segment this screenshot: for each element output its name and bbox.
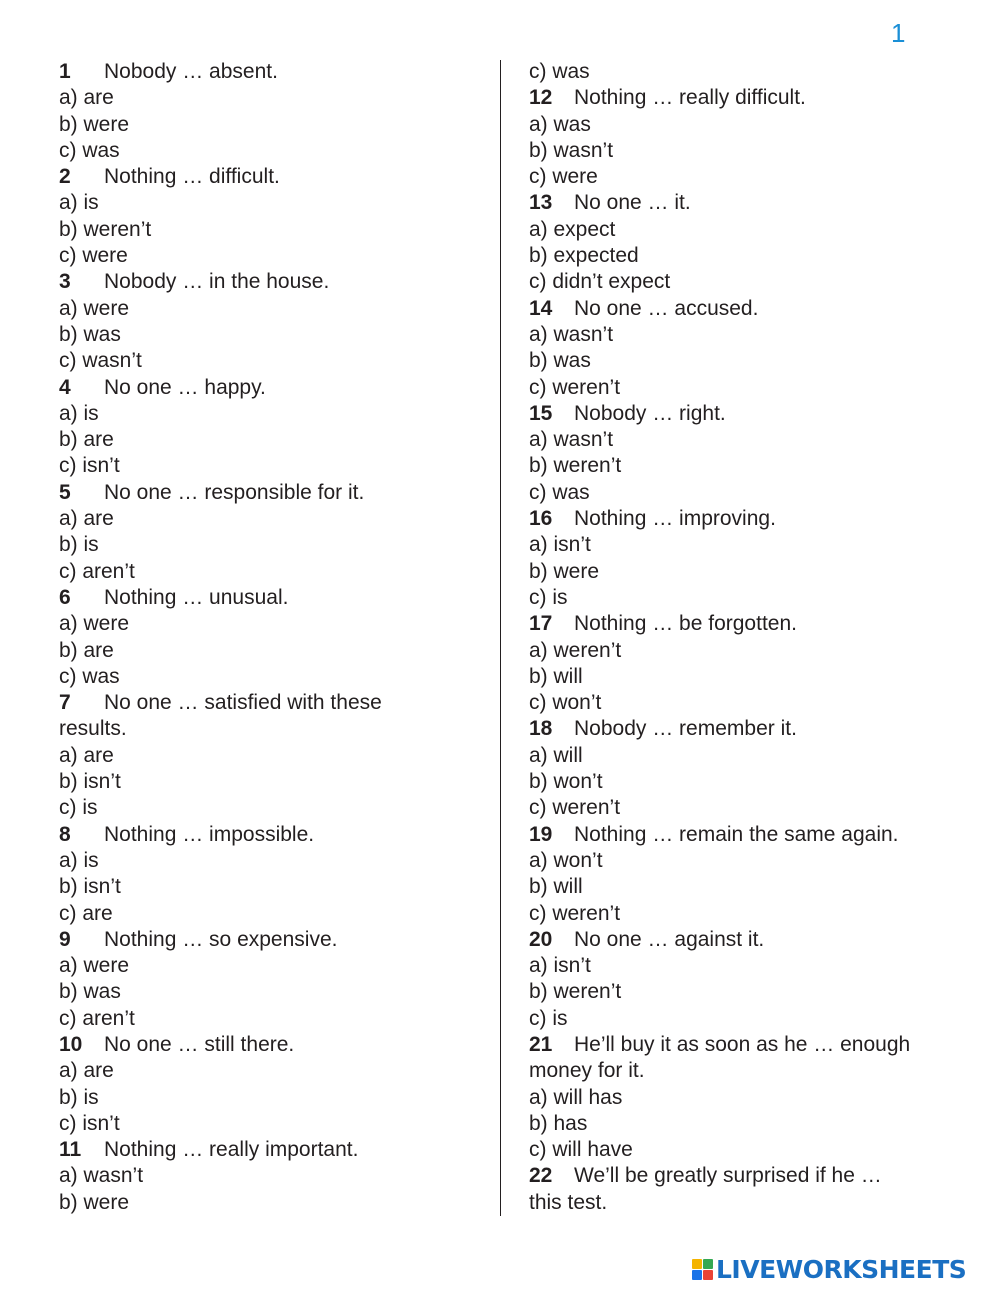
- question-text: Nothing … really difficult.: [574, 86, 806, 110]
- question-number: 20: [529, 927, 553, 951]
- answer-option: c) won’t: [529, 691, 602, 715]
- answer-option: c) weren’t: [529, 901, 621, 925]
- answer-option: a) won’t: [529, 848, 603, 872]
- answer-option: b) isn’t: [59, 875, 121, 899]
- answer-option: c) was: [59, 664, 120, 688]
- question-line: [59, 480, 479, 506]
- answer-option: a) is: [59, 191, 99, 215]
- answer-option: a) will has: [529, 1085, 623, 1109]
- question-text: We’ll be greatly surprised if he …: [574, 1164, 882, 1188]
- answer-option: results.: [59, 717, 127, 741]
- question-number: 6: [59, 585, 71, 609]
- answer-option: b) weren’t: [529, 454, 622, 478]
- question-text: Nothing … improving.: [574, 507, 776, 531]
- question-text: No one … accused.: [574, 296, 759, 320]
- question-line: [529, 296, 959, 322]
- answer-option: b) was: [59, 980, 121, 1004]
- answer-option: b) were: [59, 112, 130, 136]
- answer-option: c) is: [59, 796, 98, 820]
- answer-option: a) are: [59, 743, 114, 767]
- question-line: [59, 269, 479, 295]
- question-text: Nothing … difficult.: [104, 165, 280, 189]
- answer-option: a) was: [529, 112, 591, 136]
- question-text: No one … against it.: [574, 927, 765, 951]
- question-line: [59, 164, 479, 190]
- question-text: Nobody … absent.: [104, 60, 278, 83]
- answer-option: b) are: [59, 428, 114, 452]
- question-text: No one … responsible for it.: [104, 480, 365, 504]
- question-text: No one … it.: [574, 191, 691, 215]
- answer-option: b) has: [529, 1111, 588, 1135]
- question-line: [529, 401, 959, 427]
- answer-option: a) wasn’t: [529, 322, 614, 346]
- answer-option: c) were: [529, 165, 598, 189]
- answer-option: c) was: [59, 138, 120, 162]
- answer-option: a) is: [59, 848, 99, 872]
- question-line: [529, 716, 959, 742]
- question-number: 15: [529, 401, 553, 425]
- answer-option: b) wasn’t: [529, 138, 614, 162]
- answer-option: b) will: [529, 875, 583, 899]
- question-number: 22: [529, 1164, 553, 1188]
- question-number: 4: [59, 375, 71, 399]
- question-text: Nothing … so expensive.: [104, 927, 338, 951]
- answer-option: b) will: [529, 664, 583, 688]
- question-text: Nothing … be forgotten.: [574, 612, 797, 636]
- question-number: 9: [59, 927, 71, 951]
- question-number: 19: [529, 822, 553, 846]
- question-line: [59, 1137, 479, 1163]
- answer-option: b) is: [59, 1085, 99, 1109]
- answer-option: c) isn’t: [59, 454, 120, 478]
- question-line: [529, 506, 959, 532]
- answer-option: a) weren’t: [529, 638, 622, 662]
- question-number: 12: [529, 86, 553, 110]
- question-line: [59, 585, 479, 611]
- question-line: [529, 85, 959, 111]
- answer-option: c) will have: [529, 1138, 633, 1162]
- answer-option: b) weren’t: [59, 217, 152, 241]
- question-number: 14: [529, 296, 553, 320]
- answer-option: a) isn’t: [529, 533, 591, 557]
- question-number: 1: [59, 60, 71, 83]
- question-text: No one … happy.: [104, 375, 266, 399]
- question-text: Nothing … remain the same again.: [574, 822, 899, 846]
- answer-option: b) expected: [529, 244, 639, 268]
- answer-option: b) were: [529, 559, 600, 583]
- answer-option: b) isn’t: [59, 770, 121, 794]
- question-line: [59, 822, 479, 848]
- question-number: 8: [59, 822, 71, 846]
- right-column: [529, 59, 959, 1216]
- question-line: [59, 59, 479, 85]
- answer-option: b) won’t: [529, 770, 603, 794]
- answer-option: a) will: [529, 743, 583, 767]
- question-number: 7: [59, 691, 71, 715]
- question-number: 5: [59, 480, 71, 504]
- answer-option: c) weren’t: [529, 375, 621, 399]
- question-line: [529, 822, 959, 848]
- question-number: 3: [59, 270, 71, 294]
- question-number: 18: [529, 717, 553, 741]
- answer-option: a) wasn’t: [59, 1164, 144, 1188]
- question-text: Nothing … impossible.: [104, 822, 315, 846]
- answer-option: c) aren’t: [59, 1006, 135, 1030]
- question-text: Nothing … really important.: [104, 1138, 359, 1162]
- answer-option: this test.: [529, 1190, 608, 1214]
- question-number: 16: [529, 507, 553, 531]
- question-line: [59, 1032, 479, 1058]
- logo-blocks-icon: [692, 1259, 713, 1280]
- left-column: [59, 59, 479, 1216]
- logo-text: LIVEWORKSHEETS: [716, 1254, 967, 1284]
- question-line: [59, 690, 479, 716]
- answer-option: c) is: [529, 585, 568, 609]
- question-line: [59, 375, 479, 401]
- answer-option: b) was: [529, 349, 591, 373]
- answer-option: a) are: [59, 507, 114, 531]
- answer-option: b) is: [59, 533, 99, 557]
- question-number: 21: [529, 1032, 553, 1056]
- column-divider: [500, 60, 501, 1216]
- answer-option: a) are: [59, 86, 114, 110]
- question-line: [529, 1163, 959, 1189]
- question-line: [529, 1032, 959, 1058]
- answer-option: c) wasn’t: [59, 349, 142, 373]
- question-number: 2: [59, 165, 71, 189]
- answer-option: a) isn’t: [529, 954, 591, 978]
- question-text: He’ll buy it as soon as he … enough: [574, 1032, 911, 1056]
- question-text: Nobody … right.: [574, 401, 726, 425]
- answer-option: c) is: [529, 1006, 568, 1030]
- answer-option: b) was: [59, 322, 121, 346]
- question-line: [529, 190, 959, 216]
- question-text: Nobody … in the house.: [104, 270, 330, 294]
- answer-option: c) weren’t: [529, 796, 621, 820]
- answer-option: c) were: [59, 244, 128, 268]
- page-number: 1: [891, 18, 906, 48]
- answer-option: money for it.: [529, 1059, 645, 1083]
- answer-option: b) weren’t: [529, 980, 622, 1004]
- answer-option: b) are: [59, 638, 114, 662]
- answer-option: a) were: [59, 612, 130, 636]
- answer-option: a) were: [59, 954, 130, 978]
- answer-option: a) is: [59, 401, 99, 425]
- answer-option: a) are: [59, 1059, 114, 1083]
- question-number: 17: [529, 612, 553, 636]
- question-line: [529, 927, 959, 953]
- question-text: Nobody … remember it.: [574, 717, 797, 741]
- answer-option: a) were: [59, 296, 130, 320]
- question-text: No one … still there.: [104, 1032, 295, 1056]
- answer-option: c) are: [59, 901, 113, 925]
- question-text: No one … satisfied with these: [104, 691, 382, 715]
- question-number: 13: [529, 191, 553, 215]
- question-line: [59, 927, 479, 953]
- answer-option: a) wasn’t: [529, 428, 614, 452]
- answer-option: c) didn’t expect: [529, 270, 671, 294]
- answer-option: c) isn’t: [59, 1111, 120, 1135]
- question-number: 10: [59, 1032, 83, 1056]
- question-text: Nothing … unusual.: [104, 585, 289, 609]
- question-number: 11: [59, 1138, 82, 1162]
- answer-option: b) were: [59, 1190, 130, 1214]
- question-line: [529, 611, 959, 637]
- answer-option: a) expect: [529, 217, 616, 241]
- liveworksheets-logo: [692, 1254, 966, 1284]
- answer-option: c) aren’t: [59, 559, 135, 583]
- answer-option: c) was: [529, 480, 590, 504]
- answer-option: c) was: [529, 60, 590, 83]
